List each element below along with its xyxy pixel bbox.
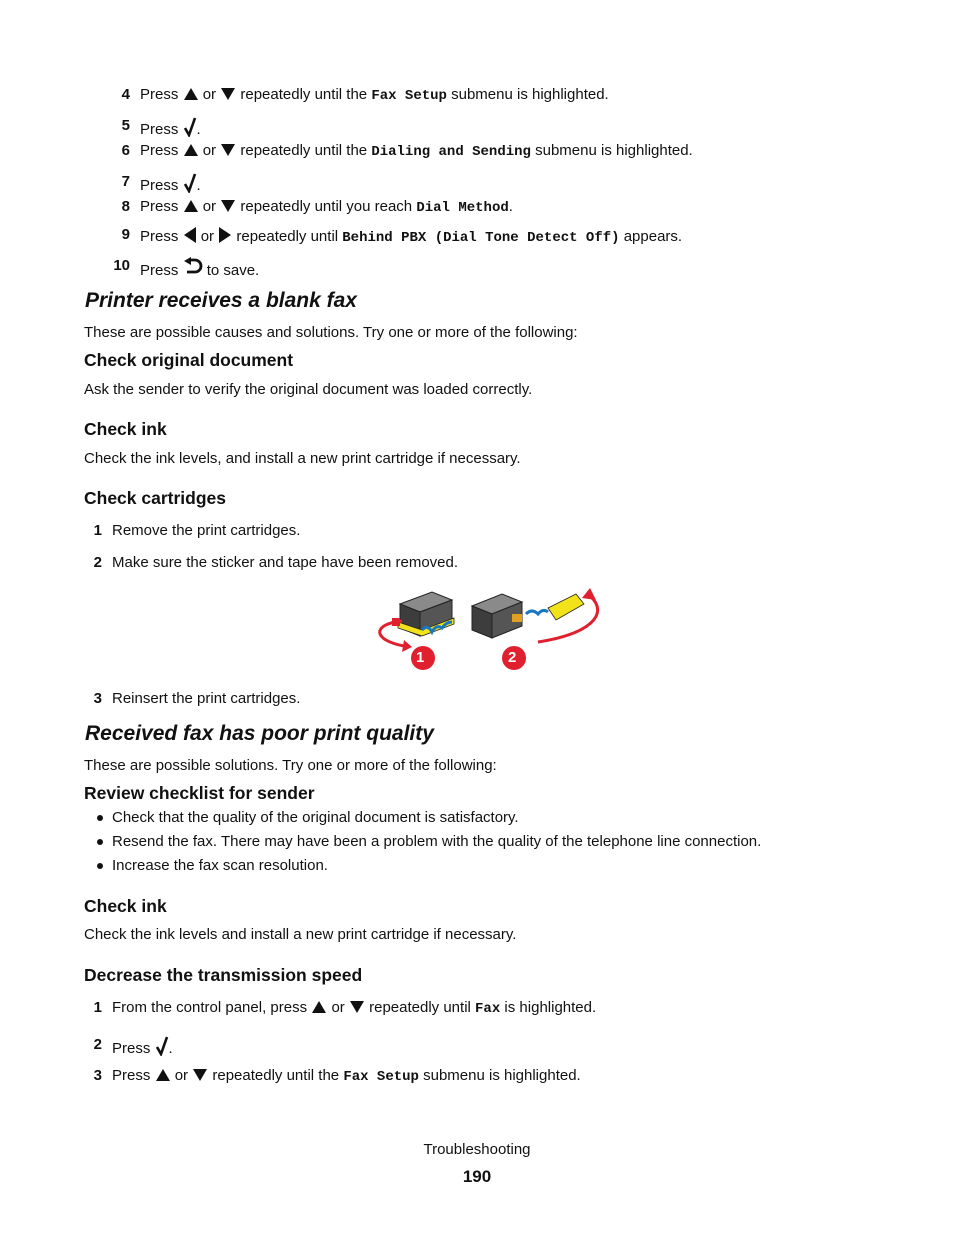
menu-name: Behind PBX (Dial Tone Detect Off) bbox=[342, 230, 620, 246]
step-text: Press bbox=[140, 228, 179, 245]
step-text: Press bbox=[112, 1040, 151, 1057]
menu-name: Fax bbox=[475, 1001, 501, 1017]
step-text: or bbox=[202, 198, 217, 215]
checkmark-icon bbox=[183, 173, 197, 193]
up-arrow-icon bbox=[183, 87, 199, 101]
black-cartridge-icon bbox=[472, 594, 522, 638]
step-text: Press bbox=[140, 142, 179, 159]
checkmark-icon bbox=[155, 1036, 169, 1056]
step-number: 10 bbox=[113, 257, 130, 274]
subheading-check-ink: Check ink bbox=[84, 419, 167, 439]
step-text: to save. bbox=[206, 262, 260, 279]
subheading-transmission-speed: Decrease the transmission speed bbox=[84, 965, 363, 985]
checkmark-icon bbox=[183, 117, 197, 137]
bullet-icon bbox=[97, 815, 103, 821]
step-number: 1 bbox=[93, 999, 102, 1016]
step-text: submenu is highlighted. bbox=[423, 1067, 581, 1084]
paragraph: Check the ink levels, and install a new print cartridge if necessary. bbox=[84, 450, 521, 467]
step-text: repeatedly until bbox=[236, 228, 339, 245]
step-text: Reinsert the print cartridges. bbox=[112, 690, 301, 707]
step-text: Press bbox=[140, 86, 179, 103]
step-text: repeatedly until the bbox=[240, 86, 368, 103]
right-arrow-icon bbox=[218, 226, 232, 244]
step-number: 3 bbox=[93, 1067, 102, 1084]
step-text: . bbox=[196, 121, 201, 138]
up-arrow-icon bbox=[311, 1000, 327, 1014]
cartridge-removal-figure bbox=[370, 584, 610, 674]
step-number: 2 bbox=[93, 1036, 102, 1053]
subheading-check-cartridges: Check cartridges bbox=[84, 488, 227, 508]
step-number: 8 bbox=[121, 198, 130, 215]
section-intro: These are possible causes and solutions. Try one or more of the following: bbox=[84, 324, 578, 341]
down-arrow-icon bbox=[220, 199, 236, 213]
step-number: 1 bbox=[93, 522, 102, 539]
menu-name: Dial Method bbox=[416, 200, 509, 216]
step-text: or bbox=[331, 999, 345, 1016]
list-item: Check that the quality of the original document is satisfactory. bbox=[112, 809, 519, 826]
page-number: 190 bbox=[462, 1167, 492, 1186]
step-number: 4 bbox=[121, 86, 130, 103]
step-text: . bbox=[196, 177, 201, 194]
down-arrow-icon bbox=[192, 1068, 208, 1082]
step-number: 9 bbox=[121, 226, 130, 243]
step-text: Make sure the sticker and tape have been removed. bbox=[112, 554, 459, 571]
left-arrow-icon bbox=[183, 226, 197, 244]
step-number: 7 bbox=[121, 173, 130, 190]
step-number: 5 bbox=[121, 117, 130, 134]
step-text: Press bbox=[140, 262, 179, 279]
section-intro: These are possible solutions. Try one or more of the following: bbox=[84, 757, 497, 774]
list-item: Resend the fax. There may have been a problem with the quality of the telephone line connection. bbox=[112, 833, 762, 850]
step-text: or bbox=[202, 86, 217, 103]
up-arrow-icon bbox=[183, 143, 199, 157]
step-text: Press bbox=[112, 1067, 151, 1084]
section-title-blank-fax: Printer receives a blank fax bbox=[85, 289, 357, 312]
step-text: repeatedly until you reach bbox=[240, 198, 413, 215]
paragraph: Ask the sender to verify the original document was loaded correctly. bbox=[84, 381, 533, 398]
subheading-check-ink-2: Check ink bbox=[84, 896, 167, 916]
step-text: Remove the print cartridges. bbox=[112, 522, 301, 539]
step-text: Press bbox=[140, 177, 179, 194]
step-text: appears. bbox=[623, 228, 683, 245]
menu-name: Fax Setup bbox=[371, 88, 447, 104]
step-number: 6 bbox=[121, 142, 130, 159]
cartridge-illustration bbox=[370, 584, 610, 674]
step-text: repeatedly until the bbox=[212, 1067, 340, 1084]
menu-name: Dialing and Sending bbox=[371, 144, 531, 160]
step-text: or bbox=[200, 228, 215, 245]
up-arrow-icon bbox=[155, 1068, 171, 1082]
paragraph: Check the ink levels and install a new print cartridge if necessary. bbox=[84, 926, 517, 943]
step-text: Press bbox=[140, 121, 179, 138]
step-text: submenu is highlighted. bbox=[535, 142, 693, 159]
down-arrow-icon bbox=[220, 143, 236, 157]
step-text: Press bbox=[140, 198, 179, 215]
menu-name: Fax Setup bbox=[343, 1069, 419, 1085]
step-text: repeatedly until the bbox=[240, 142, 368, 159]
footer-section-name: Troubleshooting bbox=[423, 1141, 531, 1158]
down-arrow-icon bbox=[349, 1000, 365, 1014]
list-item: Increase the fax scan resolution. bbox=[112, 857, 328, 874]
subheading-review-checklist: Review checklist for sender bbox=[84, 783, 315, 803]
callout-label-1: 1 bbox=[416, 649, 425, 666]
down-arrow-icon bbox=[220, 87, 236, 101]
up-arrow-icon bbox=[183, 199, 199, 213]
step-text: From the control panel, press bbox=[112, 999, 308, 1016]
step-text: or bbox=[202, 142, 217, 159]
back-arrow-icon bbox=[183, 257, 203, 279]
section-title-poor-quality: Received fax has poor print quality bbox=[85, 722, 434, 745]
step-number: 2 bbox=[93, 554, 102, 571]
step-text: or bbox=[174, 1067, 189, 1084]
color-cartridge-icon bbox=[392, 592, 454, 636]
step-number: 3 bbox=[93, 690, 102, 707]
bullet-icon bbox=[97, 863, 103, 869]
callout-label-2: 2 bbox=[508, 649, 517, 666]
step-text: . bbox=[508, 198, 513, 215]
subheading-check-original: Check original document bbox=[84, 350, 294, 370]
step-text: . bbox=[168, 1040, 173, 1057]
step-text: submenu is highlighted. bbox=[451, 86, 609, 103]
bullet-icon bbox=[97, 839, 103, 845]
step-text: repeatedly until bbox=[369, 999, 471, 1016]
step-text: is highlighted. bbox=[504, 999, 597, 1016]
